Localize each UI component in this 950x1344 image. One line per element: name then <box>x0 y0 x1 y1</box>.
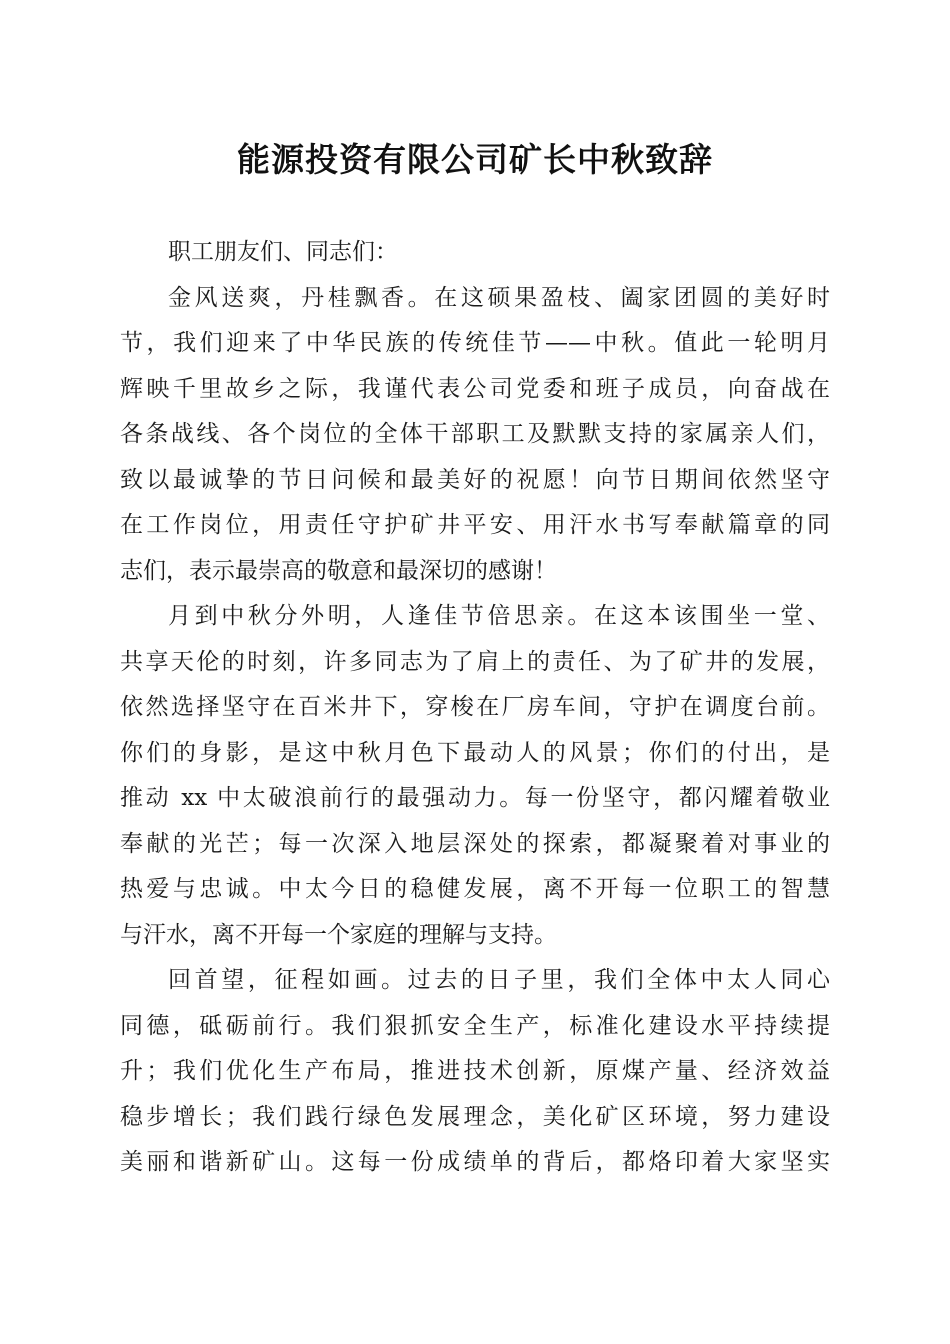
text-line: 你们的身影，是这中秋月色下最动人的风景；你们的付出，是 <box>120 739 830 766</box>
text-line: 辉映千里故乡之际，我谨代表公司党委和班子成员，向奋战在 <box>120 375 830 402</box>
text-line: 共享天伦的时刻，许多同志为了肩上的责任、为了矿井的发展， <box>120 648 830 675</box>
text-line: 美丽和谐新矿山。这每一份成绩单的背后，都烙印着大家坚实 <box>120 1149 830 1175</box>
text-line: 节，我们迎来了中华民族的传统佳节——中秋。值此一轮明月 <box>120 330 830 356</box>
text-line: 致以最诚挚的节日问候和最美好的祝愿！向节日期间依然坚守 <box>120 466 830 493</box>
text-line: 志们，表示最崇高的敬意和最深切的感谢！ <box>120 557 557 584</box>
text-line: 同德，砥砺前行。我们狠抓安全生产，标准化建设水平持续提 <box>120 1012 830 1039</box>
text-line: 奉献的光芒；每一次深入地层深处的探索，都凝聚着对事业的 <box>120 830 830 857</box>
text-line: 月到中秋分外明，人逢佳节倍思亲。在这本该围坐一堂、 <box>168 603 830 629</box>
salutation: 职工朋友们、同志们： <box>168 239 398 265</box>
paragraph-3 <box>120 958 830 1186</box>
text-line: 在工作岗位，用责任守护矿井平安、用汗水书写奉献篇章的同 <box>120 512 830 538</box>
document-body <box>120 230 830 1186</box>
text-line: 稳步增长；我们践行绿色发展理念，美化矿区环境，努力建设 <box>120 1103 830 1130</box>
text-line: 推动 xx 中太破浪前行的最强动力。每一份坚守，都闪耀着敬业 <box>120 785 830 811</box>
text-line: 回首望，征程如画。过去的日子里，我们全体中太人同心 <box>168 967 830 993</box>
document-title: 能源投资有限公司矿长中秋致辞 <box>237 140 713 179</box>
text-line: 与汗水，离不开每一个家庭的理解与支持。 <box>120 921 557 948</box>
text-line: 金风送爽，丹桂飘香。在这硕果盈枝、阖家团圆的美好时 <box>168 284 830 311</box>
text-line: 热爱与忠诚。中太今日的稳健发展，离不开每一位职工的智慧 <box>120 876 830 902</box>
text-line: 依然选择坚守在百米井下，穿梭在厂房车间，守护在调度台前。 <box>120 694 830 720</box>
paragraph-1 <box>120 276 830 595</box>
paragraph-2 <box>120 594 830 958</box>
text-line: 升；我们优化生产布局，推进技术创新，原煤产量、经济效益 <box>120 1058 830 1084</box>
text-line: 各条战线、各个岗位的全体干部职工及默默支持的家属亲人们， <box>120 421 830 447</box>
